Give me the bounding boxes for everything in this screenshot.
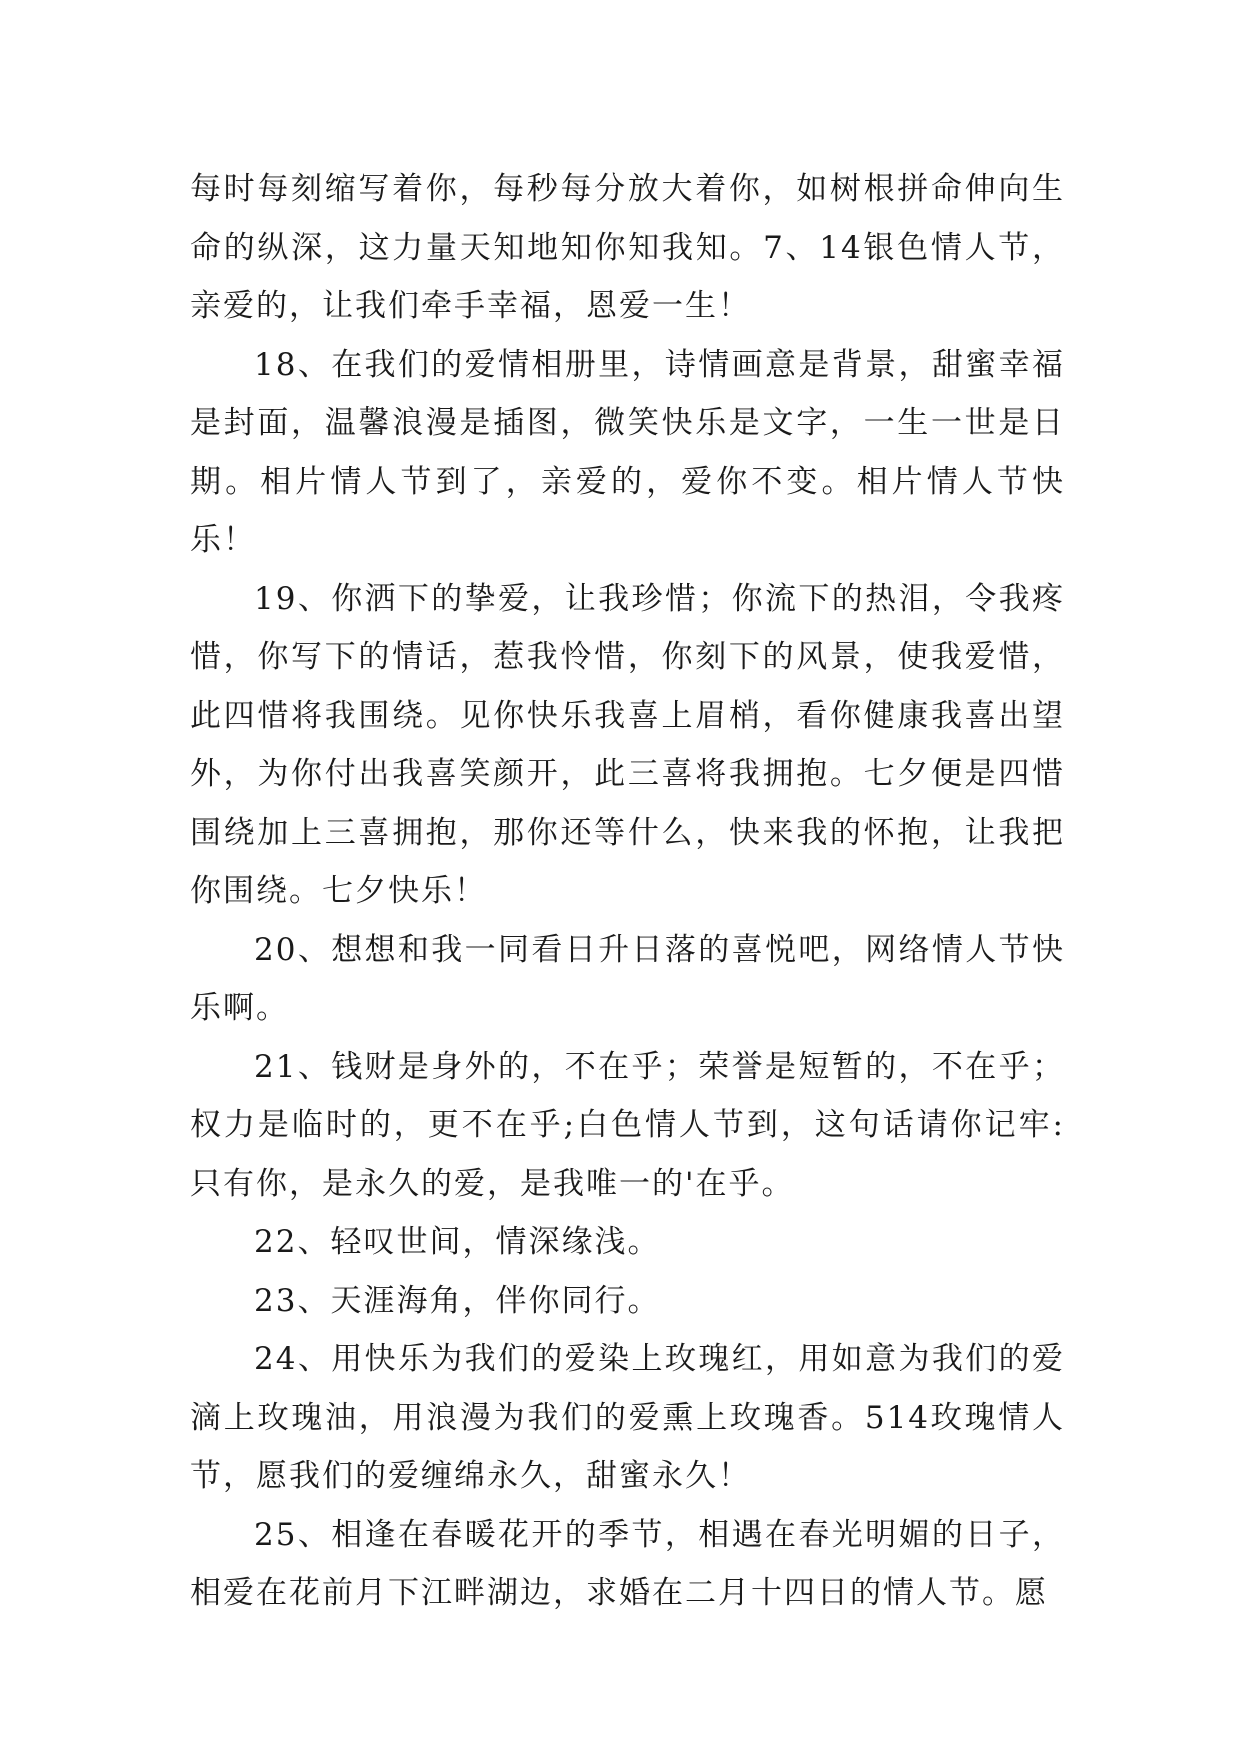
paragraph-item-24: 24、用快乐为我们的爱染上玫瑰红，用如意为我们的爱滴上玫瑰油，用浪漫为我们的爱熏上玫瑰香。514玫瑰情人节，愿我们的爱缠绵永久，甜蜜永久！ — [190, 1341, 1065, 1494]
paragraph-item-22: 22、轻叹世间，情深缘浅。 — [254, 1224, 661, 1260]
paragraph-item-19: 19、你洒下的挚爱，让我珍惜；你流下的热泪，令我疼惜，你写下的情话，惹我怜惜，你刻下的风景，使我爱惜，此四惜将我围绕。见你快乐我喜上眉梢，看你健康我喜出望外，为你付出我喜笑颜开，此三喜将我拥抱。七夕便是四惜围绕加上三喜拥抱，那你还等什么，快来我的怀抱，让我把你围绕。七夕快乐！ — [190, 580, 1065, 909]
paragraph-item-20: 20、想想和我一同看日升日落的喜悦吧，网络情人节快乐啊。 — [190, 931, 1065, 1026]
document-page — [190, 160, 1065, 1623]
paragraph-item-23: 23、天涯海角，伴你同行。 — [254, 1282, 661, 1319]
paragraph-item-18: 18、在我们的爱情相册里，诗情画意是背景，甜蜜幸福是封面，温馨浪漫是插图，微笑快乐是文字，一生一世是日期。相片情人节到了，亲爱的，爱你不变。相片情人节快乐！ — [190, 346, 1065, 558]
paragraph-item-21: 21、钱财是身外的，不在乎；荣誉是短暂的，不在乎；权力是临时的，更不在乎;白色情人节到，这句话请你记牢:只有你，是永久的爱，是我唯一的'在乎。 — [190, 1048, 1065, 1202]
paragraph-item-25: 25、相逢在春暖花开的季节，相遇在春光明媚的日子，相爱在花前月下江畔湖边，求婚在二月十四日的情人节。愿 — [190, 1516, 1065, 1611]
paragraph-continuation: 每时每刻缩写着你，每秒每分放大着你，如树根拼命伸向生命的纵深，这力量天知地知你知我知。7、14银色情人节，亲爱的，让我们牵手幸福，恩爱一生！ — [190, 171, 1065, 324]
